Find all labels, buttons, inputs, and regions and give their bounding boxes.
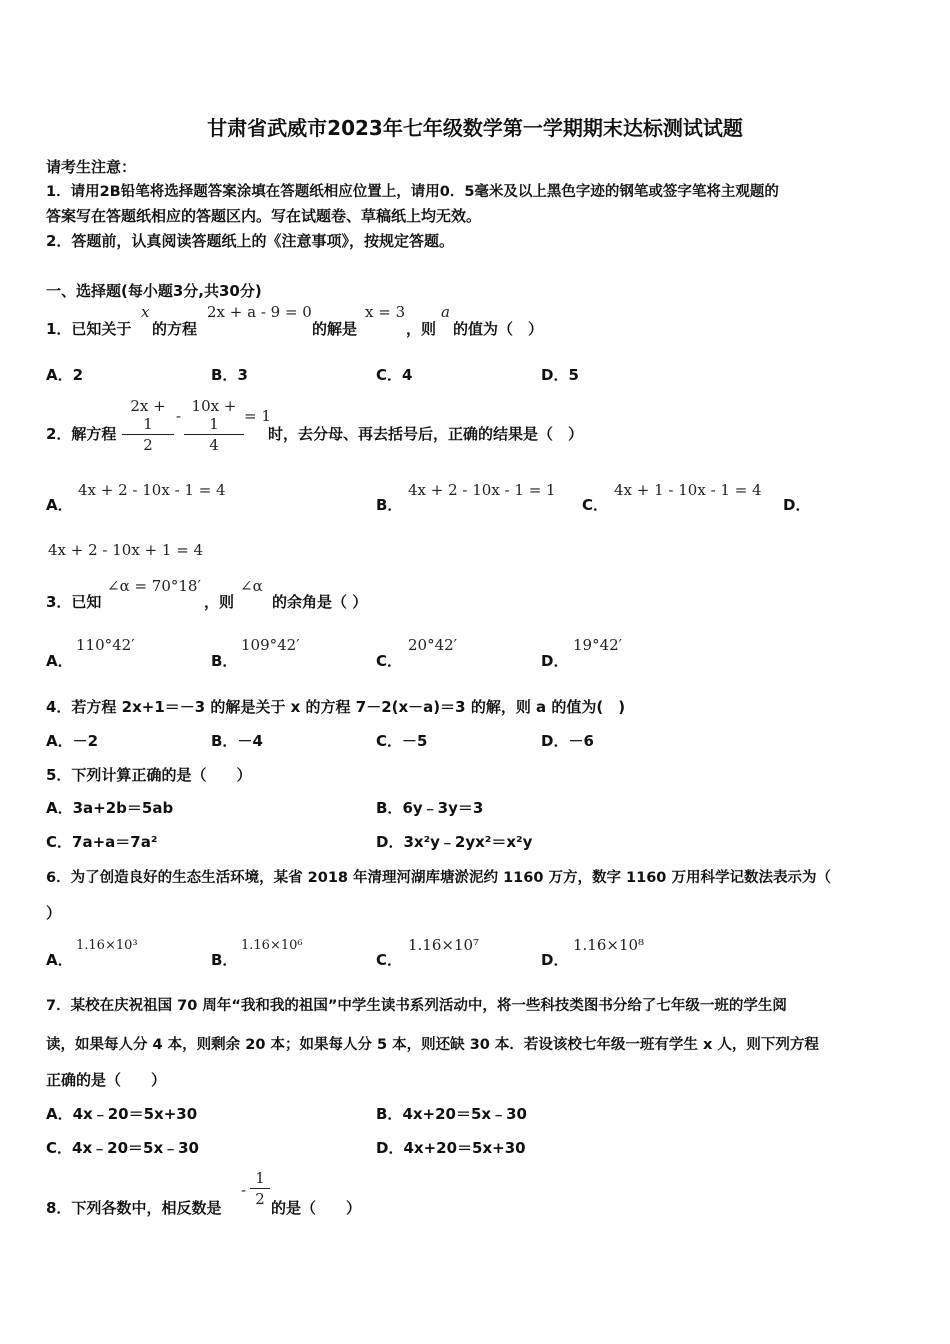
q1-option-b[interactable] xyxy=(211,364,248,385)
fraction-numerator: 2x + 1 xyxy=(130,397,166,433)
option-label: B． xyxy=(211,732,238,750)
q1-var-x: x xyxy=(141,303,150,321)
option-label: B． xyxy=(376,1105,403,1123)
option-label: C． xyxy=(376,366,403,384)
fraction-bar xyxy=(250,1188,270,1189)
option-label: A． xyxy=(46,732,73,750)
fraction-denominator: 2 xyxy=(255,1190,265,1208)
q1-text-3: 的解是 xyxy=(312,320,358,338)
option-text: 5 xyxy=(568,366,579,384)
q3-text-2: ，则 xyxy=(204,593,235,611)
option-label: C． xyxy=(46,833,73,851)
q6-option-b-label[interactable]: B． xyxy=(211,951,238,969)
option-label: B． xyxy=(376,799,403,817)
q2-equals-one: = 1 xyxy=(244,407,271,425)
option-text: 4 xyxy=(402,366,413,384)
q4-option-a[interactable] xyxy=(46,730,98,751)
notice-item-2: 2．答题前，认真阅读答题纸上的《注意事项》，按规定答题。 xyxy=(46,232,454,250)
option-text: 7a+a＝7a² xyxy=(72,833,158,851)
q8-fraction xyxy=(250,1169,270,1208)
q2-text-1: 2．解方程 xyxy=(46,425,117,443)
option-text: 3x²y﹣2yx²＝x²y xyxy=(403,833,533,851)
option-label: A． xyxy=(46,366,73,384)
q1-equation: 2x + a - 9 = 0 xyxy=(207,303,312,321)
fraction-numerator: 10x + 1 xyxy=(191,397,237,433)
q1-option-a[interactable] xyxy=(46,364,83,385)
q6-stem-line-2: ） xyxy=(46,904,62,922)
q3-option-a-label[interactable]: A． xyxy=(46,652,73,670)
q3-option-a-text: 110°42′ xyxy=(76,636,135,654)
q1-text-4: ，则 xyxy=(406,320,437,338)
q5-option-b[interactable] xyxy=(376,797,483,818)
option-text: －2 xyxy=(72,732,99,750)
q5-stem: 5．下列计算正确的是（ ） xyxy=(46,766,252,784)
q2-option-d-label[interactable]: D． xyxy=(783,496,811,514)
fraction-denominator: 2 xyxy=(143,436,153,454)
option-label: A． xyxy=(46,1105,73,1123)
q4-option-b[interactable] xyxy=(211,730,263,751)
q8-text-2: 的是（ ） xyxy=(271,1199,362,1217)
fraction-bar xyxy=(184,434,244,435)
q7-stem-line-1: 7．某校在庆祝祖国 70 周年“我和我的祖国”中学生读书系列活动中，将一些科技类图书分给了七年级一班的学生阅 xyxy=(46,998,787,1014)
fraction-denominator: 4 xyxy=(209,436,219,454)
q6-option-a-text: 1.16×10³ xyxy=(76,938,138,953)
q4-option-c[interactable] xyxy=(376,730,427,751)
q7-option-c[interactable] xyxy=(46,1137,199,1158)
q6-option-d-label[interactable]: D． xyxy=(541,951,569,969)
q2-option-c-label[interactable]: C． xyxy=(582,496,609,514)
option-text: 4x+20＝5x+30 xyxy=(403,1139,526,1157)
q1-var-a: a xyxy=(441,303,450,321)
q2-option-a-label[interactable]: A． xyxy=(46,496,73,514)
q2-option-c-text: 4x + 1 - 10x - 1 = 4 xyxy=(614,481,762,499)
fraction-numerator: 1 xyxy=(255,1169,265,1187)
notice-item-1-line-2: 答案写在答题纸相应的答题区内。写在试题卷、草稿纸上均无效。 xyxy=(46,207,482,225)
q3-option-d-label[interactable]: D． xyxy=(541,652,569,670)
option-text: 6y﹣3y＝3 xyxy=(402,799,484,817)
option-label: A． xyxy=(46,799,73,817)
option-label: D． xyxy=(541,732,569,750)
q1-text-5: 的值为（ ） xyxy=(453,320,544,338)
option-text: 3 xyxy=(237,366,248,384)
q3-text-3: 的余角是（ ） xyxy=(272,593,368,611)
q3-angle-2: ∠α xyxy=(240,577,263,595)
q3-angle: ∠α = 70°18′ xyxy=(107,577,201,595)
q2-option-b-label[interactable]: B． xyxy=(376,496,403,514)
option-text: －6 xyxy=(568,732,594,750)
q8-text-1: 8．下列各数中，相反数是 xyxy=(46,1199,222,1217)
q3-option-b-text: 109°42′ xyxy=(241,636,300,654)
q3-option-d-text: 19°42′ xyxy=(573,636,623,654)
q4-option-d[interactable] xyxy=(541,730,594,751)
q1-solution: x = 3 xyxy=(365,303,406,321)
option-text: －5 xyxy=(402,732,428,750)
option-text: 4x﹣20＝5x﹣30 xyxy=(72,1139,199,1157)
q2-option-a-text: 4x + 2 - 10x - 1 = 4 xyxy=(78,481,226,499)
q3-option-c-text: 20°42′ xyxy=(408,636,458,654)
q6-option-c-text: 1.16×10⁷ xyxy=(408,936,480,954)
q6-option-d-text: 1.16×10⁸ xyxy=(573,936,645,954)
q6-stem-line-1: 6．为了创造良好的生态生活环境，某省 2018 年清理河湖库塘淤泥约 1160 万方，数字 1160 万用科学记数法表示为（ xyxy=(46,870,831,886)
q2-text-2: 时，去分母、再去括号后，正确的结果是（ ） xyxy=(268,425,584,443)
q5-option-d[interactable] xyxy=(376,831,532,852)
q2-fraction-2 xyxy=(184,397,244,454)
option-text: －4 xyxy=(237,732,263,750)
option-label: D． xyxy=(541,366,569,384)
q7-option-d[interactable] xyxy=(376,1137,526,1158)
notice-heading: 请考生注意： xyxy=(46,158,137,176)
q5-option-a[interactable] xyxy=(46,797,173,818)
page-title: 甘肃省武威市2023年七年级数学第一学期期末达标测试试题 xyxy=(207,116,743,140)
fraction-bar xyxy=(122,434,174,435)
q6-option-a-label[interactable]: A． xyxy=(46,951,73,969)
option-label: D． xyxy=(376,833,404,851)
q2-fraction-1 xyxy=(122,397,174,454)
option-label: C． xyxy=(376,732,403,750)
q1-option-c[interactable] xyxy=(376,364,412,385)
q1-text-2: 的方程 xyxy=(152,320,198,338)
q7-option-b[interactable] xyxy=(376,1103,527,1124)
q3-option-b-label[interactable]: B． xyxy=(211,652,238,670)
option-label: D． xyxy=(376,1139,404,1157)
q6-option-b-text: 1.16×10⁶ xyxy=(241,938,303,953)
q2-option-d-text: 4x + 2 - 10x + 1 = 4 xyxy=(48,541,204,559)
option-text: 2 xyxy=(72,366,84,384)
q2-option-b-text: 4x + 2 - 10x - 1 = 1 xyxy=(408,481,556,499)
section-heading: 一、选择题(每小题3分,共30分) xyxy=(46,282,262,300)
q5-option-c[interactable] xyxy=(46,831,157,852)
q7-option-a[interactable] xyxy=(46,1103,197,1124)
option-text: 4x﹣20＝5x+30 xyxy=(72,1105,198,1123)
q4-stem: 4．若方程 2x+1＝－3 的解是关于 x 的方程 7－2(x－a)＝3 的解，则 a 的值为( ) xyxy=(46,698,626,716)
q7-stem-line-2: 读，如果每人分 4 本，则剩余 20 本；如果每人分 5 本，则还缺 30 本．若设该校七年级一班有学生 x 人，则下列方程 xyxy=(46,1037,819,1053)
q1-text-1: 1．已知关于 xyxy=(46,320,132,338)
q3-option-c-label[interactable]: C． xyxy=(376,652,403,670)
q2-minus: - xyxy=(176,407,182,425)
q7-stem-line-3: 正确的是（ ） xyxy=(46,1071,167,1089)
q6-option-c-label[interactable]: C． xyxy=(376,951,403,969)
option-label: B． xyxy=(211,366,238,384)
option-text: 3a+2b＝5ab xyxy=(72,799,174,817)
option-text: 4x+20＝5x﹣30 xyxy=(402,1105,527,1123)
q8-minus: - xyxy=(241,1181,247,1199)
option-label: C． xyxy=(46,1139,73,1157)
q3-text-1: 3．已知 xyxy=(46,593,102,611)
q1-option-d[interactable] xyxy=(541,364,579,385)
notice-item-1-line-1: 1．请用2B铅笔将选择题答案涂填在答题纸相应位置上，请用0．5毫米及以上黑色字迹的钢笔或签字笔将主观题的 xyxy=(46,184,779,200)
